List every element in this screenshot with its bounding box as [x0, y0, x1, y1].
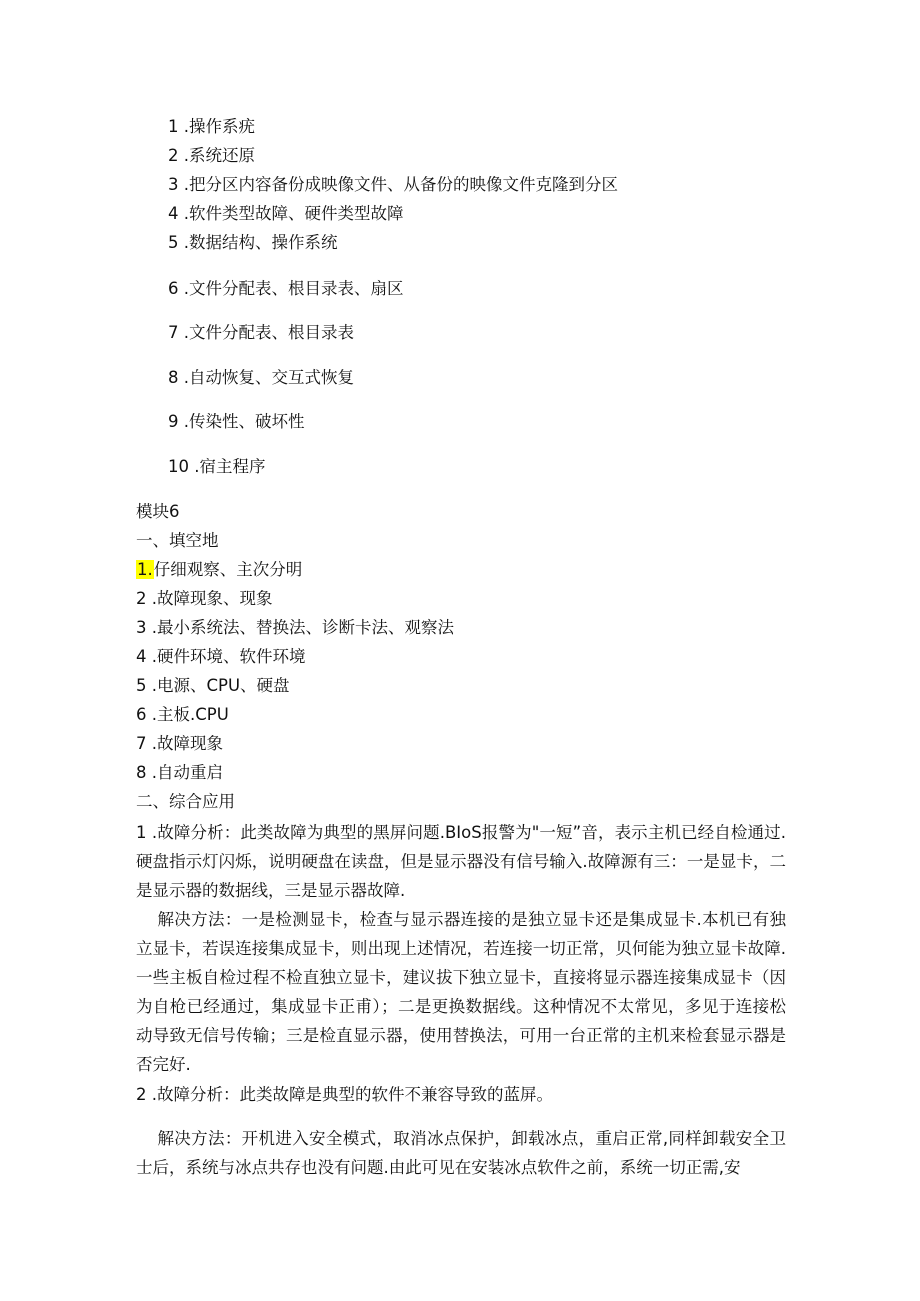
- list-item: 3 .最小系统法、替换法、诊断卡法、观察法: [136, 618, 454, 637]
- list-item: [136, 559, 302, 581]
- list-item: 3 .把分区内容备份成映像文件、从备份的映像文件克隆到分区: [168, 175, 618, 194]
- list-item: 1 .操作系疣: [168, 117, 255, 136]
- list-item: 4 .软件类型故障、硬件类型故障: [168, 204, 404, 223]
- highlight-number: 1.: [137, 560, 153, 579]
- list-item: 5 .数据结构、操作系统: [168, 233, 338, 252]
- list-item: 7 .故障现象: [136, 734, 223, 753]
- list-item: 4 .硬件环境、软件环境: [136, 647, 306, 666]
- list-item: 2 .故障现象、现象: [136, 589, 273, 608]
- list-item: 5 .电源、CPU、硬盘: [136, 676, 290, 695]
- module-title: 模块6: [136, 502, 180, 521]
- analysis-paragraph: 2 .故障分析：此类故障是典型的软件不兼容导致的蓝屏。: [136, 1085, 553, 1104]
- analysis-paragraph: 1 .故障分析：此类故障为典型的黑屏问题.BIoS报警为"一短”音，表示主机已经自检通过.硬盘指示灯闪烁，说明硬盘在读盘，但是显示器没有信号输入.故障源有三：一是显卡，二是显示器的数据线，三是显示器故障.: [136, 823, 786, 900]
- section-title: 二、综合应用: [136, 792, 235, 811]
- list-item-text: 仔细观察、主次分明: [153, 560, 303, 579]
- list-item: 6 .主板.CPU: [136, 705, 229, 724]
- list-item: 9 .传染性、破坏性: [168, 412, 305, 431]
- list-item: 10 .宿主程序: [168, 457, 266, 476]
- list-item: 8 .自动恢复、交互式恢复: [168, 368, 354, 387]
- list-item: 2 .系统还原: [168, 146, 255, 165]
- list-item: 8 .自动重启: [136, 763, 223, 782]
- list-item: 6 .文件分配表、根目录表、扇区: [168, 279, 404, 298]
- list-item: 7 .文件分配表、根目录表: [168, 323, 354, 342]
- section-title: 一、填空地: [136, 531, 219, 550]
- solution-paragraph: 解决方法：开机进入安全模式，取消冰点保护，卸载冰点，重启正常,同样卸载安全卫士后，系统与冰点共存也没有问题.由此可见在安装冰点软件之前，系统一切正需,安: [136, 1129, 786, 1177]
- solution-paragraph: 解决方法：一是检测显卡，检查与显示器连接的是独立显卡还是集成显卡.本机已有独立显卡，若误连接集成显卡，则出现上述情况，若连接一切正常，贝何能为独立显卡故障.一些主板自检过程不检直独立显卡，建议拔下独立显卡，直接将显示器连接集成显卡（因为自枪已经通过，集成显卡正甫）；二是更换数据线。这种情况不太常见，多见于连接松动导致无信号传输；三是检直显示器，使用替换法，可用一台正常的主机来检套显示器是否完好.: [136, 910, 786, 1074]
